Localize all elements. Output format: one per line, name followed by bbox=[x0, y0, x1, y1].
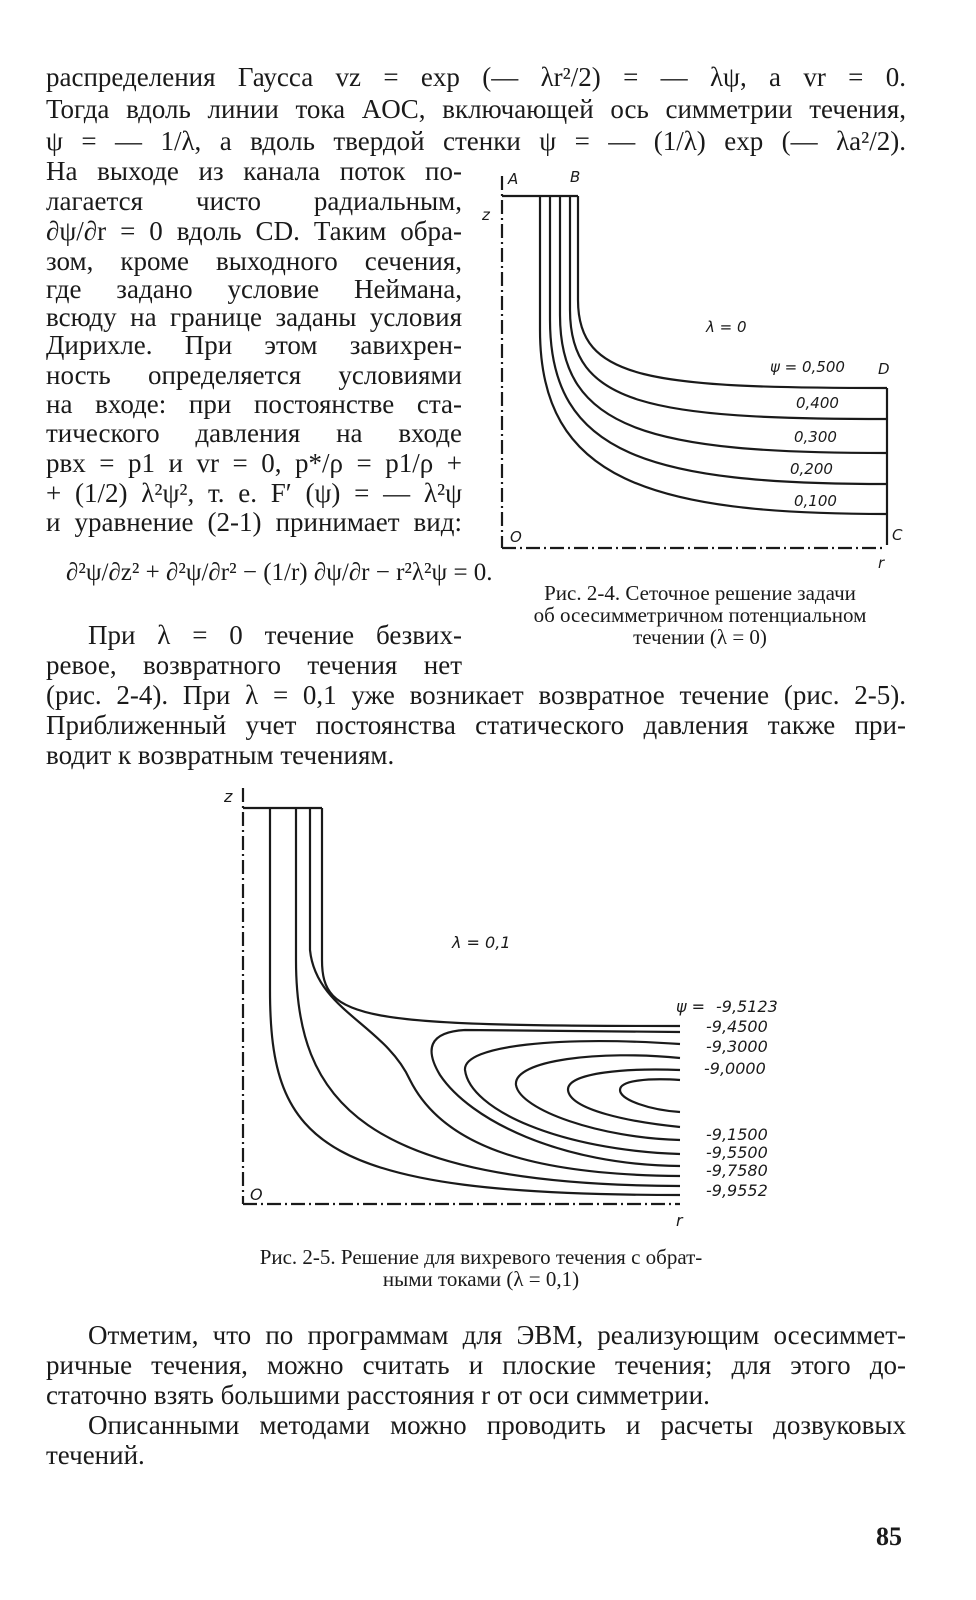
psi-value: -9,7580 bbox=[706, 1161, 768, 1180]
psi-value: 0,400 bbox=[796, 394, 839, 412]
figure-caption: Рис. 2-5. Решение для вихревого течения с обрат- ными токами (λ = 0,1) bbox=[259, 1245, 703, 1291]
text-line: На выходе из канала поток по- bbox=[46, 156, 462, 186]
label-r: r bbox=[878, 554, 885, 572]
text-line: ричные течения, можно считать и плоские течения; для этого до- bbox=[46, 1350, 906, 1380]
text-line: статочно взять большими расстояния r от оси симметрии. bbox=[46, 1380, 710, 1410]
streamline bbox=[270, 808, 680, 1195]
text-line: ность определяется условиями bbox=[46, 360, 462, 390]
text-line: Тогда вдоль линии тока AOC, включающей ось симметрии течения, bbox=[46, 94, 906, 124]
figure-2-5 bbox=[216, 780, 796, 1230]
streamline bbox=[516, 1055, 680, 1140]
psi-value: -9,5123 bbox=[716, 997, 778, 1016]
label-o: O bbox=[510, 528, 522, 546]
figure-caption: Рис. 2-4. Сеточное решение задачи об осесимметричном потенциальном течении (λ = 0) bbox=[533, 581, 867, 649]
label-o: O bbox=[250, 1185, 263, 1204]
label-c: C bbox=[892, 526, 903, 544]
streamline bbox=[296, 808, 680, 1186]
label-a: A bbox=[508, 170, 519, 188]
text-line: (рис. 2-4). При λ = 0,1 уже возникает возвратное течение (рис. 2-5). bbox=[46, 680, 906, 710]
figure-2-4 bbox=[478, 168, 908, 588]
label-z: z bbox=[482, 206, 490, 224]
text-line: распределения Гаусса vz = exp (— λr²/2) = — λψ, а vr = 0. bbox=[46, 62, 906, 92]
streamline bbox=[540, 196, 887, 514]
psi-value: -9,9552 bbox=[706, 1181, 768, 1200]
text-line: + (1/2) λ²ψ², т. е. F′ (ψ) = — λ²ψ bbox=[46, 478, 462, 508]
label-lambda: λ = 0,1 bbox=[452, 933, 511, 952]
text-line: всюду на границе заданы условия bbox=[46, 302, 462, 332]
streamline bbox=[620, 1079, 680, 1112]
psi-value: -9,5500 bbox=[706, 1143, 768, 1162]
streamline bbox=[322, 808, 680, 1026]
text-line: Описанными методами можно проводить и расчеты дозвуковых bbox=[88, 1410, 906, 1440]
text-line: лагается чисто радиальным, bbox=[46, 186, 462, 216]
psi-value: 0,100 bbox=[794, 492, 837, 510]
psi-value: -9,0000 bbox=[704, 1059, 766, 1078]
text-line: где задано условие Неймана, bbox=[46, 274, 462, 304]
text-line: При λ = 0 течение безвих- bbox=[88, 620, 462, 650]
text-line: на входе: при постоянстве ста- bbox=[46, 389, 462, 419]
text-line: тического давления на входе bbox=[46, 418, 462, 448]
psi-value: -9,3000 bbox=[706, 1037, 768, 1056]
equation: ∂²ψ/∂z² + ∂²ψ/∂r² − (1/r) ∂ψ/∂r − r²λ²ψ = 0. bbox=[66, 559, 493, 586]
text-line: и уравнение (2-1) принимает вид: bbox=[46, 507, 462, 537]
psi-value: 0,300 bbox=[794, 428, 837, 446]
text-line: Приближенный учет постоянства статического давления также при- bbox=[46, 710, 906, 740]
psi-value: -9,4500 bbox=[706, 1017, 768, 1036]
text-line: течений. bbox=[46, 1440, 145, 1470]
label-psi: ψ = bbox=[770, 358, 798, 376]
label-b: B bbox=[570, 168, 581, 186]
text-line: зом, кроме выходного сечения, bbox=[46, 246, 462, 276]
text-line: Отметим, что по программам для ЭВМ, реализующим осесиммет- bbox=[88, 1320, 906, 1350]
text-line: ∂ψ/∂r = 0 вдоль CD. Таким обра- bbox=[46, 216, 462, 246]
text-line: водит к возвратным течениям. bbox=[46, 740, 395, 770]
label-d: D bbox=[878, 360, 890, 378]
label-z: z bbox=[224, 787, 233, 806]
page-number: 85 bbox=[876, 1522, 902, 1551]
label-psi: ψ = bbox=[676, 997, 706, 1016]
psi-value: 0,200 bbox=[790, 460, 833, 478]
text-line: pвх = p1 и vr = 0, p*/ρ = p1/ρ + bbox=[46, 448, 462, 478]
label-lambda: λ = 0 bbox=[706, 318, 747, 336]
streamline bbox=[432, 1030, 680, 1166]
label-r: r bbox=[676, 1211, 683, 1230]
psi-value: 0,500 bbox=[802, 358, 845, 376]
text-line: ревое, возвратного течения нет bbox=[46, 650, 462, 680]
text-line: ψ = — 1/λ, а вдоль твердой стенки ψ = — (1/λ) exp (— λa²/2). bbox=[46, 126, 906, 156]
streamline bbox=[568, 1070, 680, 1127]
text-line: Дирихле. При этом завихрен- bbox=[46, 330, 462, 360]
psi-value: -9,1500 bbox=[706, 1125, 768, 1144]
